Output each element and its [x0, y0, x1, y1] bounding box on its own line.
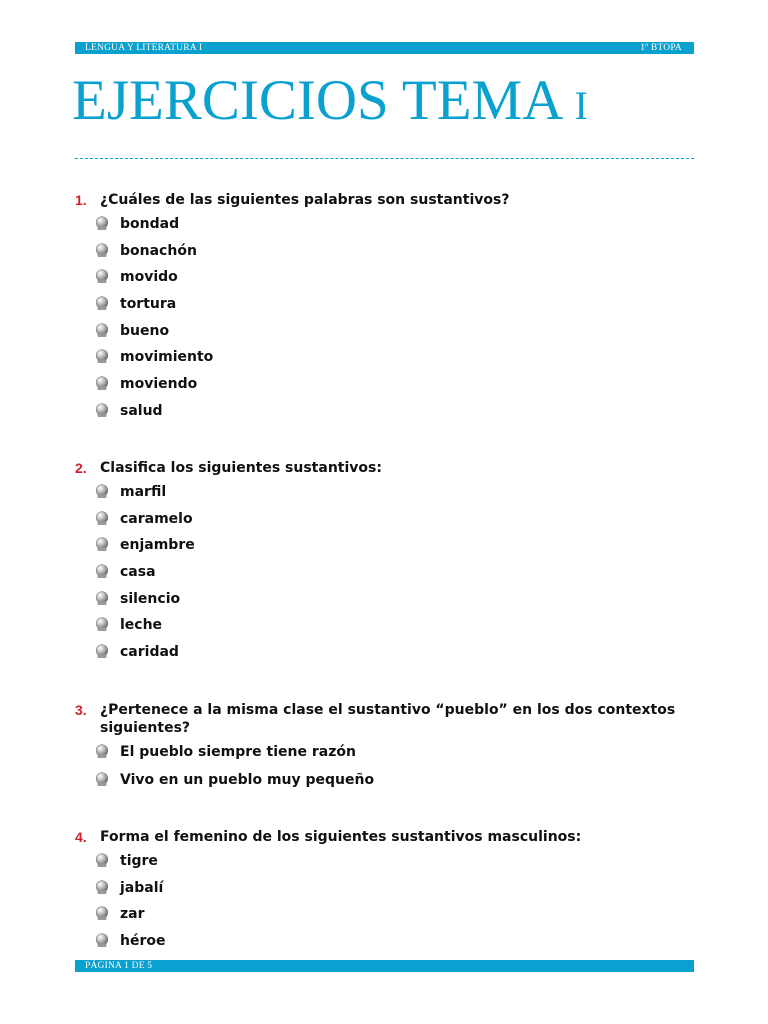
- list-item-text: movido: [120, 269, 178, 286]
- list-item-text: bonachón: [120, 242, 197, 259]
- footer-band: [75, 960, 694, 972]
- exercise-number: 1.: [75, 192, 87, 208]
- list-item: [95, 295, 690, 322]
- exercise-question: ¿Cuáles de las siguientes palabras son sustantivos?: [100, 192, 510, 208]
- list-item: [95, 215, 690, 242]
- list-item: [95, 536, 690, 563]
- bullet-icon: [95, 564, 109, 579]
- exercise-items: [75, 852, 690, 959]
- list-item: [95, 348, 690, 375]
- exercise-number: 2.: [75, 460, 87, 476]
- list-item-text: El pueblo siempre tiene razón: [120, 744, 356, 760]
- list-item: [95, 563, 690, 590]
- bullet-icon: [95, 744, 109, 759]
- bullet-icon: [95, 376, 109, 391]
- list-item: [95, 375, 690, 402]
- list-item-text: zar: [120, 906, 145, 923]
- title-main: EJERCICIOS TEMA: [72, 69, 561, 132]
- exercise-1: [75, 191, 690, 429]
- list-item-text: movimiento: [120, 349, 214, 366]
- bullet-icon: [95, 349, 109, 364]
- list-item: [95, 852, 690, 879]
- list-item: [95, 771, 690, 799]
- list-item: [95, 510, 690, 537]
- list-item: [95, 932, 690, 959]
- header-band: [75, 42, 694, 54]
- exercise-3: [75, 701, 690, 799]
- list-item-text: caramelo: [120, 510, 193, 527]
- bullet-icon: [95, 933, 109, 948]
- exercise-items: [75, 215, 690, 429]
- bullet-icon: [95, 880, 109, 895]
- list-item: [95, 743, 690, 771]
- list-item-text: bueno: [120, 322, 170, 339]
- list-item: [95, 905, 690, 932]
- list-item: [95, 879, 690, 906]
- list-item-text: tortura: [120, 296, 177, 313]
- list-item-text: caridad: [120, 644, 179, 661]
- exercise-question: ¿Pertenece a la misma clase el sustantivo “pueblo” en los dos contextos siguientes?: [100, 702, 676, 736]
- bullet-icon: [95, 537, 109, 552]
- list-item-text: casa: [120, 564, 156, 581]
- list-item-text: marfil: [120, 484, 167, 500]
- list-item-text: salud: [120, 402, 163, 419]
- exercise-question: Clasifica los siguientes sustantivos:: [100, 460, 382, 476]
- list-item-text: leche: [120, 617, 163, 634]
- list-item-text: tigre: [120, 853, 158, 869]
- exercise-items: [75, 743, 690, 799]
- exercise-question: Forma el femenino de los siguientes sustantivos masculinos:: [100, 829, 582, 845]
- header-course: 1º BTOPA: [640, 43, 682, 53]
- bullet-icon: [95, 403, 109, 418]
- list-item-text: jabalí: [120, 879, 164, 896]
- page-title: [72, 66, 588, 141]
- list-item-text: Vivo en un pueblo muy pequeño: [120, 772, 375, 788]
- bullet-icon: [95, 484, 109, 499]
- title-divider: [75, 158, 694, 159]
- list-item: [95, 616, 690, 643]
- bullet-icon: [95, 853, 109, 868]
- list-item: [95, 402, 690, 429]
- bullet-icon: [95, 511, 109, 526]
- title-number: I: [574, 83, 588, 128]
- exercise-2: [75, 459, 690, 670]
- bullet-icon: [95, 772, 109, 787]
- bullet-icon: [95, 617, 109, 632]
- bullet-icon: [95, 243, 109, 258]
- list-item: [95, 268, 690, 295]
- page-number: PÁGINA 1 DE 5: [85, 961, 153, 971]
- list-item: [95, 483, 690, 510]
- bullet-icon: [95, 323, 109, 338]
- bullet-icon: [95, 296, 109, 311]
- exercise-number: 4.: [75, 829, 87, 845]
- exercise-items: [75, 483, 690, 670]
- list-item: [95, 322, 690, 349]
- bullet-icon: [95, 644, 109, 659]
- bullet-icon: [95, 216, 109, 231]
- list-item: [95, 590, 690, 617]
- list-item: [95, 643, 690, 670]
- header-subject: LENGUA Y LITERATURA I: [85, 43, 203, 53]
- bullet-icon: [95, 269, 109, 284]
- bullet-icon: [95, 591, 109, 606]
- exercise-number: 3.: [75, 702, 87, 718]
- list-item: [95, 242, 690, 269]
- list-item-text: silencio: [120, 590, 181, 607]
- list-item-text: héroe: [120, 933, 166, 950]
- list-item-text: moviendo: [120, 376, 198, 393]
- exercise-4: [75, 828, 690, 959]
- list-item-text: enjambre: [120, 537, 195, 554]
- list-item-text: bondad: [120, 216, 180, 232]
- bullet-icon: [95, 906, 109, 921]
